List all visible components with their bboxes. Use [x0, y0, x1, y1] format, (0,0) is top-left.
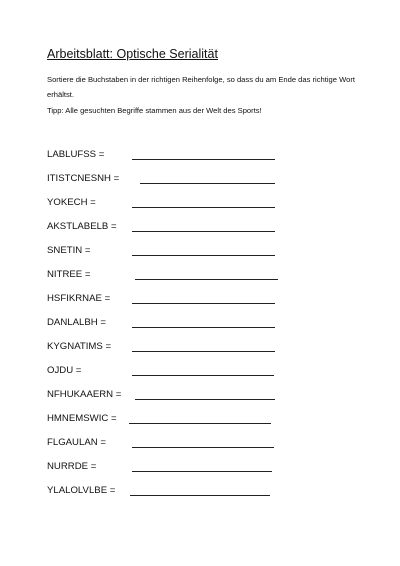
- exercise-row: [47, 460, 347, 474]
- scrambled-word: HMNEMSWIC =: [47, 413, 117, 424]
- exercise-row: [47, 340, 347, 354]
- scrambled-word: NURRDE =: [47, 461, 97, 472]
- scrambled-word: KYGNATIMS =: [47, 341, 112, 352]
- scrambled-word: OJDU =: [47, 365, 82, 376]
- scrambled-word: DANLALBH =: [47, 317, 106, 328]
- answer-blank[interactable]: [135, 399, 275, 400]
- answer-blank[interactable]: [132, 207, 275, 208]
- answer-blank[interactable]: [132, 471, 272, 472]
- exercise-row: [47, 292, 347, 306]
- exercise-row: [47, 148, 347, 162]
- scrambled-word: LABLUFSS =: [47, 149, 105, 160]
- answer-blank[interactable]: [132, 327, 275, 328]
- answer-blank[interactable]: [129, 423, 271, 424]
- answer-blank[interactable]: [140, 183, 275, 184]
- answer-blank[interactable]: [132, 159, 275, 160]
- answer-blank[interactable]: [132, 303, 275, 304]
- exercise-row: [47, 364, 347, 378]
- exercise-row: [47, 316, 347, 330]
- answer-blank[interactable]: [132, 255, 275, 256]
- scrambled-word: NFHUKAAERN =: [47, 389, 122, 400]
- exercise-row: [47, 196, 347, 210]
- exercise-row: [47, 436, 347, 450]
- exercise-row: [47, 172, 347, 186]
- scrambled-word: SNETIN =: [47, 245, 91, 256]
- scrambled-word: ITISTCNESNH =: [47, 173, 120, 184]
- scrambled-word: YLALOLVLBE =: [47, 485, 116, 496]
- scrambled-word: HSFIKRNAE =: [47, 293, 111, 304]
- answer-blank[interactable]: [132, 351, 275, 352]
- exercise-row: [47, 388, 347, 402]
- tip-text: Tipp: Alle gesuchten Begriffe stammen aus der Welt des Sports!: [47, 106, 262, 115]
- scrambled-word: AKSTLABELB =: [47, 221, 117, 232]
- exercise-row: [47, 484, 347, 498]
- answer-blank[interactable]: [132, 375, 274, 376]
- exercise-row: [47, 268, 347, 282]
- answer-blank[interactable]: [130, 495, 270, 496]
- exercise-row: [47, 220, 347, 234]
- answer-blank[interactable]: [135, 279, 278, 280]
- worksheet-title: Arbeitsblatt: Optische Serialität: [47, 47, 218, 61]
- answer-blank[interactable]: [132, 231, 275, 232]
- scrambled-word: FLGAULAN =: [47, 437, 106, 448]
- scrambled-word: NITREE =: [47, 269, 91, 280]
- answer-blank[interactable]: [132, 447, 274, 448]
- exercise-row: [47, 412, 347, 426]
- instruction-text: Sortiere die Buchstaben in der richtigen Reihenfolge, so dass du am Ende das richtige Wort erhältst.: [47, 75, 356, 99]
- exercise-row: [47, 244, 347, 258]
- scrambled-word: YOKECH =: [47, 197, 96, 208]
